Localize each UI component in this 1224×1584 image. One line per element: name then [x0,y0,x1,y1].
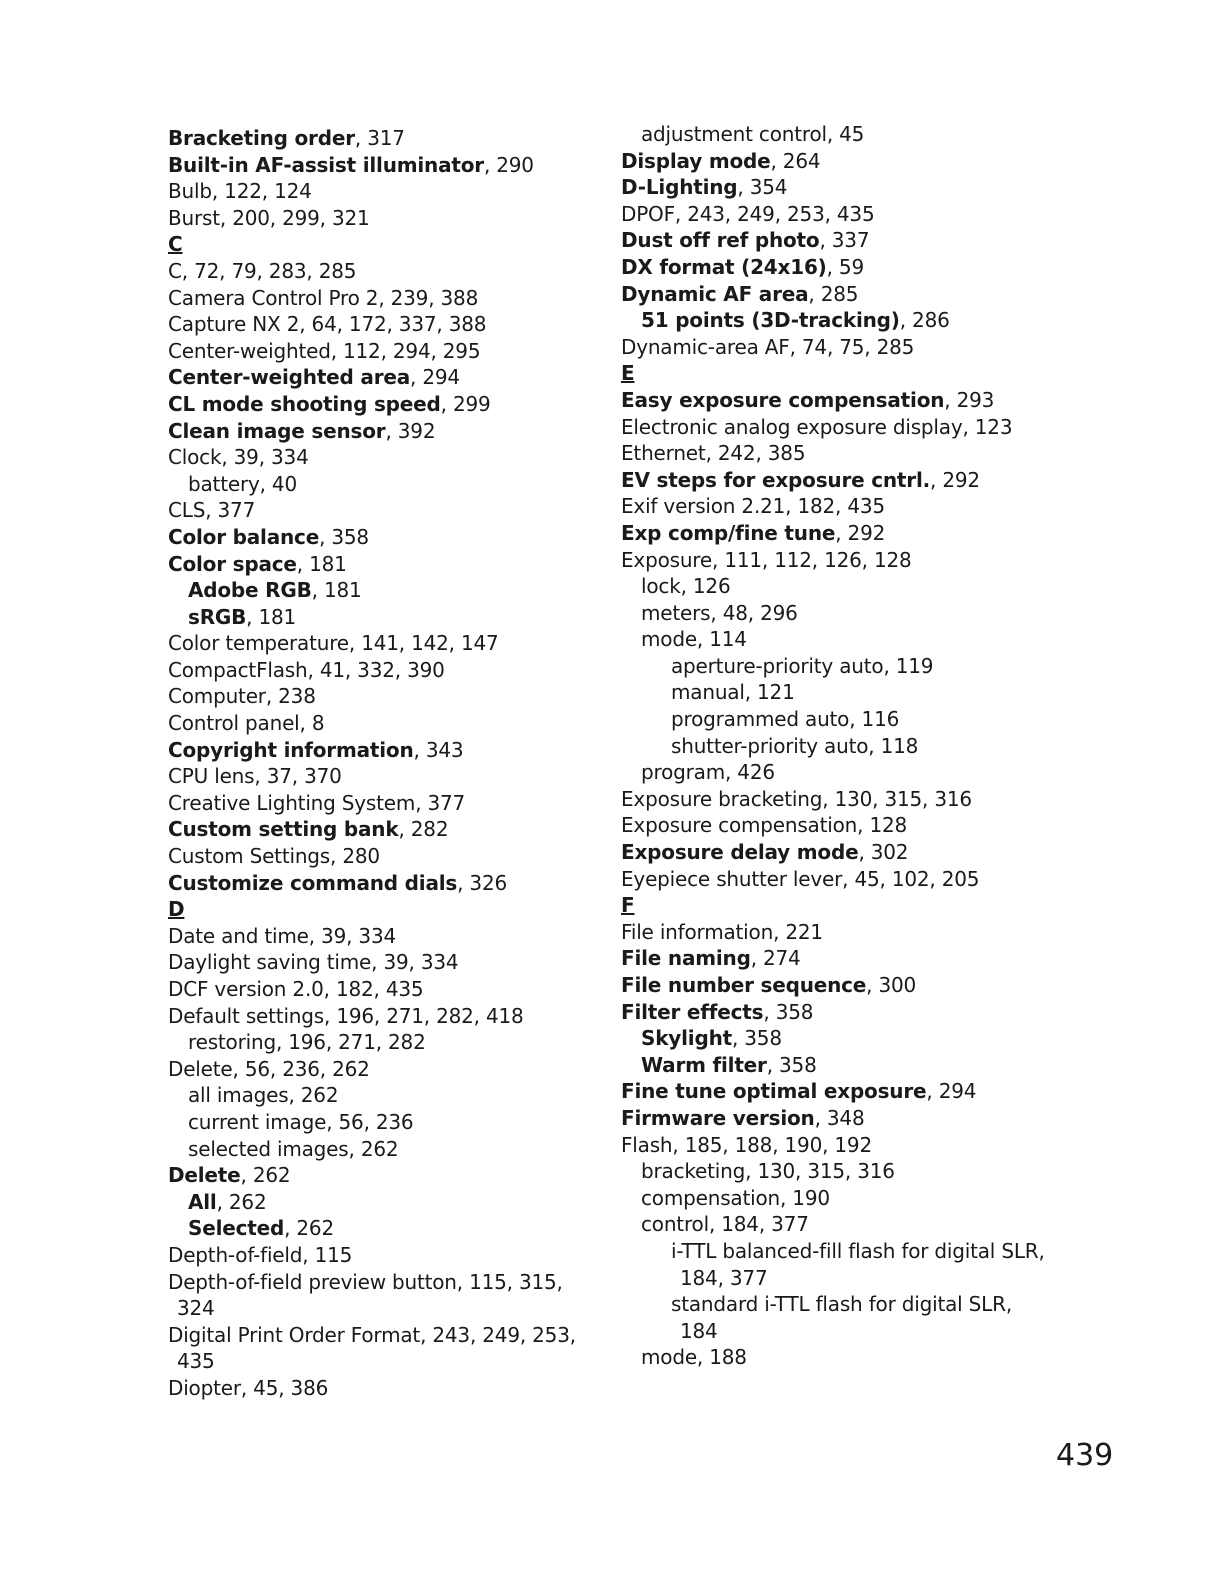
index-page-refs: , 188 [696,1345,747,1370]
index-term: standard i-TTL flash for digital SLR [671,1292,1006,1317]
index-page-refs: , 317 [354,126,405,150]
index-page-refs: , 126 [680,574,731,599]
index-entry [621,600,1045,627]
index-page-refs: , 292 [835,520,886,545]
index-entry [168,125,576,152]
index-entry [621,733,1045,760]
index-page-refs: , 196, 271, 282 [275,1030,426,1055]
index-page-refs: , 354 [737,175,788,200]
index-term: lock [641,574,681,599]
index-term: shutter-priority auto [671,733,869,758]
index-term: aperture-priority auto [671,653,884,678]
index-entry [168,790,576,817]
index-term: Clock [168,445,222,470]
index-page-refs: , 302 [858,840,909,865]
page-number: 439 [1056,1438,1114,1473]
index-page-refs: , 56, 236, 262 [232,1056,370,1081]
index-page-refs: , 115, 315, [456,1269,563,1294]
index-entry [621,387,1045,414]
index-page-refs: , 239, 388 [378,285,479,310]
index-page-refs: , 326 [457,870,507,895]
index-page-refs: , 128 [857,813,908,838]
index-page-refs: , 280 [330,844,380,869]
index-page-refs: , 286 [899,308,950,333]
index-term: Creative Lighting System [168,790,416,815]
index-term: Built-in AF-assist illuminator [168,152,484,177]
index-page-refs: , 243, 249, 253, [420,1322,576,1347]
index-entry [621,1132,1045,1159]
index-page-refs: , 300 [866,973,917,997]
index-term: Capture NX 2 [168,312,300,337]
index-term: sRGB [188,604,247,629]
index-entry [621,1158,1045,1185]
index-page-refs: , 264 [770,148,821,173]
index-entry [621,706,1045,733]
index-term: Adobe RGB [188,578,312,603]
index-page-refs: , 59 [826,254,864,279]
index-term: Date and time [168,923,309,948]
index-page-refs: , 181 [311,578,362,603]
index-term: Copyright information [168,737,414,762]
index-page-refs: , 182, 435 [785,494,885,519]
index-term: D-Lighting [621,175,738,200]
index-entry [621,839,1045,866]
index-entry [621,414,1045,441]
index-page-refs: , 112, 294, 295 [330,338,481,363]
index-term: Color temperature [168,631,349,656]
index-entry [168,1215,576,1242]
index-entry [168,258,576,285]
index-term: mode [641,1345,697,1370]
index-page-refs: 184, 377 [680,1265,768,1290]
index-term: 51 points (3D-tracking) [641,308,900,333]
index-page-refs: , 181 [246,604,297,629]
index-entry [621,281,1045,308]
index-entry [168,1136,576,1163]
index-term: Depth-of-field [168,1242,303,1267]
index-page-refs: , 39, 334 [221,445,309,470]
index-entry [621,334,1045,361]
index-entry [168,763,576,790]
index-term: control [641,1212,709,1237]
index-entry [168,391,576,418]
index-term: Exposure [621,547,712,572]
index-page-refs: , 294 [410,365,460,390]
index-term: Display mode [621,148,771,173]
index-page-refs: 435 [177,1349,215,1374]
index-entry [168,418,576,445]
index-term: DX format (24x16) [621,254,827,279]
index-term: Diopter [168,1375,241,1400]
index-entry [621,653,1045,680]
index-entry [621,1211,1045,1238]
index-entry [621,493,1045,520]
index-page-refs: , 392 [385,418,436,443]
index-entry [168,364,576,391]
index-term: Selected [188,1216,285,1241]
index-page-refs: , 8 [299,711,325,736]
index-term: Filter effects [621,999,764,1024]
index-term: Exposure delay mode [621,840,859,865]
index-page-refs: , 285 [808,281,859,306]
index-page-refs: , 343 [413,737,464,762]
index-page-refs: , [1038,1238,1045,1263]
index-term: all images [188,1083,289,1108]
index-term: Bulb [168,179,212,204]
index-entry [168,1003,576,1030]
index-entry [621,919,1045,946]
index-page-refs: , 377 [205,498,256,523]
index-term: All [188,1189,217,1214]
index-page-refs: , 116 [849,707,900,732]
index-page-refs: , [1005,1292,1012,1317]
index-term: Customize command dials [168,870,458,895]
index-entry [168,551,576,578]
index-entry [168,1295,576,1322]
index-page-refs: , 292 [930,467,980,492]
index-entry [168,1082,576,1109]
index-entry [168,285,576,312]
index-entry [621,1318,1045,1345]
index-entry [621,626,1045,653]
index-entry [168,843,576,870]
index-entry [168,710,576,737]
index-page-refs: 324 [177,1296,215,1321]
index-page-refs: , 426 [724,760,775,785]
index-term: Easy exposure compensation [621,387,945,412]
index-term: meters [641,600,711,625]
index-entry [168,1109,576,1136]
index-term: File naming [621,946,751,971]
index-page-refs: , 294 [926,1079,977,1104]
index-entry [168,1056,576,1083]
index-entry [168,152,576,179]
index-term: CLS [168,498,206,523]
index-term: Digital Print Order Format [168,1322,421,1347]
index-page-refs: , 262 [240,1163,291,1188]
index-page-refs: , 39, 334 [308,923,396,948]
index-page-refs: , 185, 188, 190, 192 [672,1132,872,1157]
index-term: Firmware version [621,1105,815,1130]
index-page-refs: 184 [680,1318,718,1343]
index-term: mode [641,627,697,652]
index-entry [168,1348,576,1375]
index-page-refs: , 200, 299, 321 [219,205,370,230]
index-entry [621,254,1045,281]
index-entry [621,866,1045,893]
index-entry [621,1291,1045,1318]
index-entry [168,1189,576,1216]
index-term: Computer [168,684,266,709]
index-page-refs: , 74, 75, 285 [789,334,915,359]
index-term: manual [671,680,745,705]
index-entry [168,1375,576,1402]
index-term: Clean image sensor [168,418,386,443]
section-letter [168,896,576,923]
index-term: EV steps for exposure cntrl. [621,467,931,492]
index-term: Center-weighted [168,338,331,363]
index-page-refs: , 56, 236 [326,1109,414,1134]
index-page-refs: , 190 [779,1185,830,1210]
index-page-refs: , 130, 315, 316 [822,786,972,811]
index-page-refs: , 348 [814,1105,865,1130]
index-term: selected images [188,1136,349,1161]
index-term: File information [621,919,774,944]
index-term: battery [188,471,260,496]
index-entry [621,786,1045,813]
index-term: C [168,258,182,283]
index-entry [621,174,1045,201]
index-page-refs: , 119 [883,653,934,678]
index-entry [168,1029,576,1056]
index-entry [621,520,1045,547]
index-page-refs: , 121 [744,680,795,705]
index-term: Exposure compensation [621,813,858,838]
index-page-refs: , 358 [766,1052,817,1077]
index-term: Delete [168,1163,241,1188]
index-page-refs: , 184, 377 [708,1212,809,1237]
index-entry [168,311,576,338]
index-page-refs: , 48, 296 [710,600,798,625]
index-entry [168,976,576,1003]
index-term: Electronic analog exposure display [621,414,963,439]
index-term: DPOF [621,201,675,226]
index-entry [621,1185,1045,1212]
index-entry [621,1265,1045,1292]
index-term: Eyepiece shutter lever [621,866,843,891]
index-entry [168,497,576,524]
index-page-refs: , 262 [348,1136,399,1161]
index-entry [621,1025,1045,1052]
index-term: Bracketing order [168,126,355,150]
index-entry [621,1105,1045,1132]
index-entry [621,573,1045,600]
index-page-refs: , 114 [696,627,747,652]
section-letter-text: E [621,361,635,386]
index-term: restoring [188,1030,276,1055]
index-column-left [168,125,576,1402]
section-letter-text: C [168,232,183,257]
index-page-refs: , 196, 271, 282, 418 [324,1003,524,1028]
index-page-refs: , 45 [826,122,865,146]
index-page-refs: , 123 [962,414,1013,439]
index-term: Fine tune optimal exposure [621,1079,927,1104]
index-term: Custom setting bank [168,817,399,842]
section-letter [621,360,1045,387]
index-term: Depth-of-field preview button [168,1269,457,1294]
index-page-refs: , 358 [319,524,369,549]
index-term: Center-weighted area [168,365,411,390]
index-term: program [641,760,725,785]
index-entry [168,604,576,631]
index-page-refs: , 37, 370 [254,764,342,789]
index-term: i-TTL balanced-fill flash for digital SLR [671,1238,1039,1263]
index-term: CL mode shooting speed [168,391,441,416]
index-entry [168,178,576,205]
index-term: Skylight [641,1026,732,1051]
index-term: File number sequence [621,973,867,997]
index-entry [621,759,1045,786]
index-entry [168,949,576,976]
index-page-refs: , 290 [483,152,534,177]
index-entry [621,440,1045,467]
index-entry [168,1162,576,1189]
index-page-refs: , 358 [763,999,814,1024]
index-page-refs: , 45, 386 [240,1375,329,1400]
index-term: Burst [168,205,220,230]
section-letter [621,892,1045,919]
index-page-refs: , 115 [302,1242,353,1267]
index-page-refs: , 221 [773,919,823,944]
index-page-refs: , 358 [731,1026,782,1051]
index-term: Daylight saving time [168,950,372,975]
index-entry [621,972,1045,999]
index-page-refs: , 262 [288,1083,339,1108]
index-term: DCF version 2.0 [168,977,324,1001]
index-page-refs: , 122, 124 [211,179,312,204]
section-letter-text: F [621,893,635,918]
index-page-refs: , 262 [216,1189,267,1214]
index-entry [621,227,1045,254]
index-term: bracketing [641,1159,746,1184]
section-letter-text: D [168,897,185,922]
index-page-refs: , 72, 79, 283, 285 [181,258,357,283]
index-page-refs: , 130, 315, 316 [745,1159,895,1184]
index-entry [168,471,576,498]
index-page-refs: , 118 [868,733,919,758]
index-page-refs: , 40 [259,471,297,496]
index-term: Delete [168,1056,233,1081]
index-entry [168,630,576,657]
index-term: Default settings [168,1003,324,1028]
index-page-refs: , 282 [398,817,449,842]
index-page-refs: , 274 [750,946,801,971]
index-page-refs: , 141, 142, 147 [348,631,499,656]
index-term: Ethernet [621,441,706,466]
index-entry [621,148,1045,175]
index-entry [168,737,576,764]
index-entry [168,683,576,710]
index-term: adjustment control [641,122,827,146]
index-entry [621,201,1045,228]
index-term: Flash [621,1132,673,1157]
index-term: Warm filter [641,1052,767,1077]
index-page-refs: , 39, 334 [371,950,459,975]
index-column-right [621,121,1045,1371]
index-term: CPU lens [168,764,255,789]
index-entry [168,870,576,897]
index-page-refs: , 238 [265,684,316,709]
index-entry [168,524,576,551]
index-entry [621,547,1045,574]
index-page-refs: , 45, 102, 205 [842,866,980,891]
index-entry [621,467,1045,494]
section-letter [168,231,576,258]
index-term: Exposure bracketing [621,786,823,811]
index-entry [621,1344,1045,1371]
index-entry [621,307,1045,334]
index-term: compensation [641,1185,780,1210]
index-entry [168,1242,576,1269]
index-term: Exif version 2.21 [621,494,786,519]
index-page-refs: , 182, 435 [323,977,424,1001]
index-term: Color balance [168,524,320,549]
index-entry [168,1269,576,1296]
index-term: Color space [168,551,297,576]
index-term: Control panel [168,711,300,736]
index-term: current image [188,1109,327,1134]
index-entry [621,1238,1045,1265]
index-entry [168,923,576,950]
index-entry [168,205,576,232]
index-entry [621,679,1045,706]
index-term: Dust off ref photo [621,228,820,253]
index-entry [621,945,1045,972]
index-term: Dynamic-area AF [621,334,790,359]
index-page-refs: , 181 [296,551,347,576]
index-entry [621,1078,1045,1105]
index-entry [621,999,1045,1026]
index-entry [168,1322,576,1349]
index-entry [621,1052,1045,1079]
index-page-refs: , 111, 112, 126, 128 [712,547,912,572]
index-page-refs: , 293 [944,387,995,412]
index-term: Custom Settings [168,844,331,869]
index-entry [168,444,576,471]
index-entry [621,121,1045,148]
index-entry [168,657,576,684]
index-entry [168,816,576,843]
index-entry [621,812,1045,839]
index-entry [168,338,576,365]
index-page-refs: , 299 [440,391,491,416]
index-page-refs: , 242, 385 [705,441,806,466]
index-term: Camera Control Pro 2 [168,285,379,310]
index-page-refs: , 377 [415,790,466,815]
index-term: Exp comp/fine tune [621,520,836,545]
index-entry [168,577,576,604]
index-term: programmed auto [671,707,850,732]
index-page-refs: , 262 [284,1216,334,1241]
index-page-refs: , 41, 332, 390 [307,657,445,682]
index-page-refs: , 243, 249, 253, 435 [674,201,875,226]
index-page-refs: , 64, 172, 337, 388 [299,312,487,337]
index-term: CompactFlash [168,657,308,682]
index-page-refs: , 337 [819,228,870,253]
index-term: Dynamic AF area [621,281,809,306]
